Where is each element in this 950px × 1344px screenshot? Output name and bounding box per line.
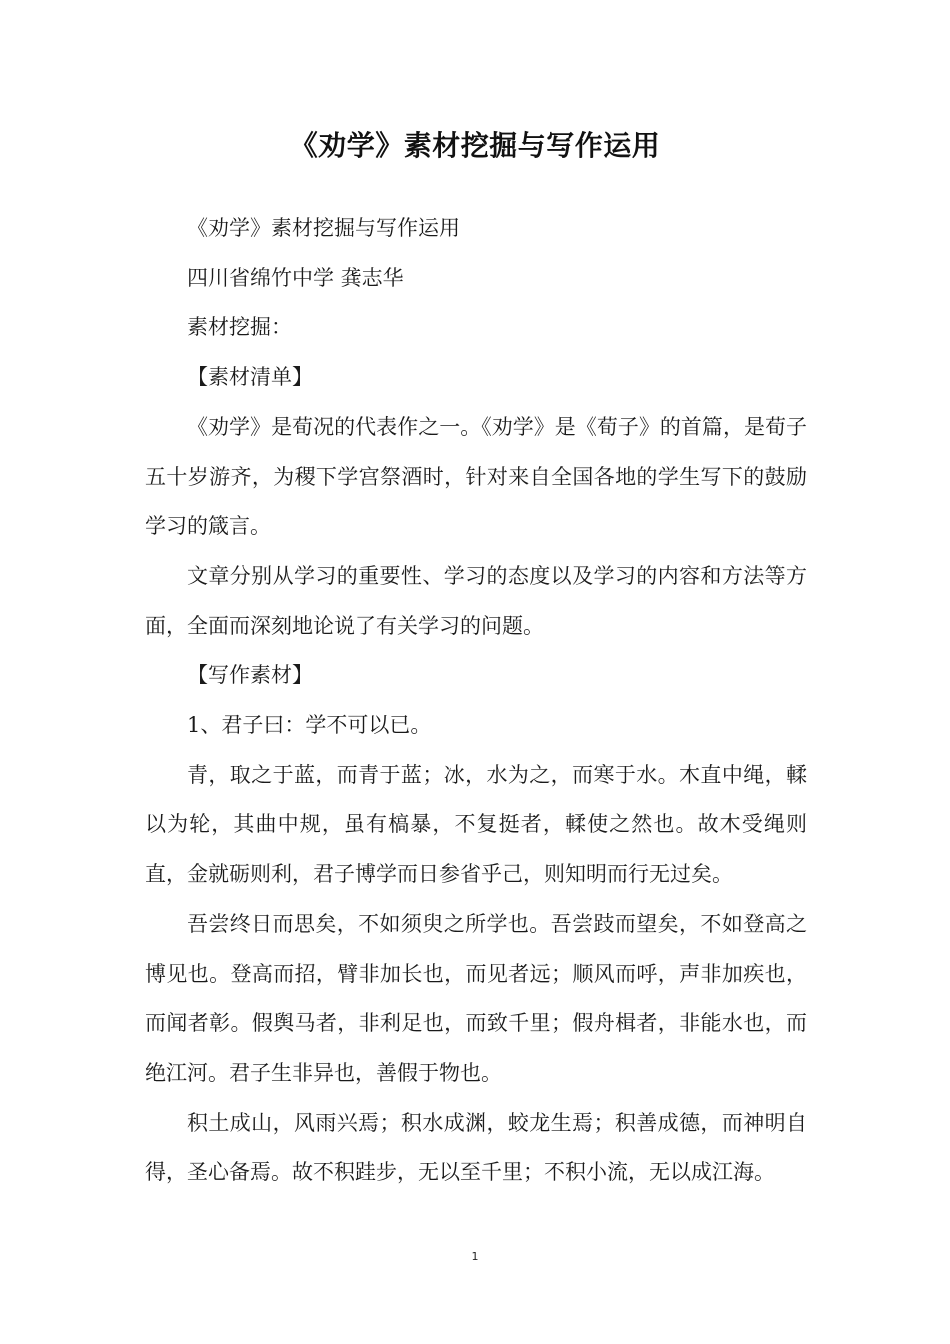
paragraph-intro: 《劝学》是荀况的代表作之一。《劝学》是《荀子》的首篇，是荀子五十岁游齐，为稷下学宫祭酒时，针对来自全国各地的学生写下的鼓励学习的箴言。 bbox=[145, 414, 807, 539]
paragraph-quote-2: 吾尝终日而思矣，不如须臾之所学也。吾尝跂而望矣，不如登高之博见也。登高而招，臂非加长也，而见者远；顺风而呼，声非加疾也，而闻者彰。假舆马者，非利足也，而致千里；假舟楫者，非能水也，而绝江河。君子生非异也，善假于物也。 bbox=[145, 911, 807, 1085]
paragraph-quote-3: 积土成山，风雨兴焉；积水成渊，蛟龙生焉；积善成德，而神明自得，圣心备焉。故不积跬步，无以至千里；不积小流，无以成江海。 bbox=[145, 1110, 807, 1185]
paragraph-material-list-heading: 【素材清单】 bbox=[187, 365, 313, 390]
paragraph-writing-material-heading: 【写作素材】 bbox=[187, 663, 313, 688]
document-title: 《劝学》素材挖掘与写作运用 bbox=[289, 129, 661, 162]
paragraph-subtitle: 《劝学》素材挖掘与写作运用 bbox=[187, 216, 460, 240]
page-number: 1 bbox=[471, 1250, 479, 1263]
paragraph-overview: 文章分别从学习的重要性、学习的态度以及学习的内容和方法等方面，全面而深刻地论说了有关学习的问题。 bbox=[145, 563, 807, 638]
document-body bbox=[145, 204, 807, 1198]
paragraph-quote-1: 青，取之于蓝，而青于蓝；冰，水为之，而寒于水。木直中绳，輮以为轮，其曲中规，虽有槁暴，不复挺者，輮使之然也。故木受绳则直，金就砺则利，君子博学而日参省乎己，则知明而行无过矣。 bbox=[145, 762, 807, 887]
paragraph-section-heading: 素材挖掘： bbox=[187, 315, 292, 340]
paragraph-item-1: 1、君子曰：学不可以已。 bbox=[187, 713, 432, 738]
paragraph-author: 四川省绵竹中学 龚志华 bbox=[187, 265, 404, 290]
